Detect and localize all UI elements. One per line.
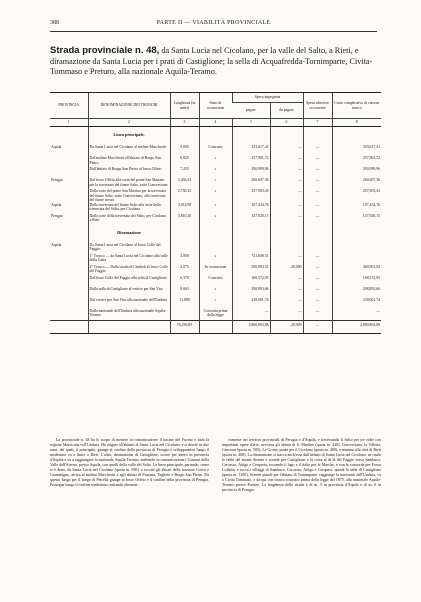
- cell-cost: —: [332, 309, 381, 321]
- cell-len: 9,000: [170, 145, 199, 156]
- cell-ult: —: [303, 214, 332, 225]
- cell-pag: 260,607,36: [232, 178, 270, 189]
- table-row: [50, 254, 381, 265]
- cell-ult: [303, 243, 332, 254]
- cell-prov: Perugia: [51, 178, 63, 182]
- column-index-row: [50, 119, 381, 127]
- section-row: [50, 225, 381, 243]
- cell-cost: 298,893,66: [332, 287, 381, 298]
- cell-desc: Dalla nazionale dell'Umbria alla nazionale Aquila-Teramo: [88, 309, 170, 321]
- col-index: 2: [88, 119, 170, 127]
- cell-dap: —: [270, 167, 303, 178]
- cell-desc: Dal fosso Offeio alla sorte del ponte San Martino per la traversata del fiume Salto, sotto Concerviano: [88, 178, 170, 189]
- cell-desc: Dalla sorte della traversata del Salto, per Cicolano, a Rieti: [88, 214, 170, 225]
- col-header-pagate: pagate: [232, 103, 270, 119]
- cell-desc: Dal molino Macchiotti all'abitato di Borgo San Pietro: [88, 156, 170, 167]
- cell-len: 6,825: [170, 156, 199, 167]
- cell-prov: Aquila: [51, 242, 62, 247]
- table-row: [50, 276, 381, 287]
- cell-stato: »: [199, 214, 232, 225]
- cell-dap: —: [270, 145, 303, 156]
- col-index: 4: [199, 119, 232, 127]
- col-header-costo: Costo complessivo di ciascun tronco: [332, 93, 381, 119]
- page-number: 388: [50, 20, 59, 26]
- total-row: [50, 320, 381, 333]
- cell-pag: 107,434,76: [232, 203, 270, 214]
- col-header-stato: Stato di costruzione: [199, 93, 232, 119]
- cell-stato: In costruzione: [199, 265, 232, 276]
- cell-dap: [270, 243, 303, 254]
- cell-prov: [50, 156, 88, 167]
- table-header-row: [50, 93, 381, 103]
- body-column-right: vamente nei territori provinciali di Perugia e d'Aquila, e traversando il Salto per tre volte con importanti opere d'arte, avvicina gli abitati di S. Martino (quota m. 420), Concerviano, la Villetta, Cenciara (quota m. 505), Le Grotte, ponte per il Cicolano (quota m. 490), e termina alla città di Rieti (quota m. 400). La diramazione si stacca anch'essa dall'abitato di Santa Lucia nel Cicolano, ne risale le falde del monte Sirente e scende per Castiglione e la costa al di là del Faggio verso Sambuco, Cercasso, Attigo e Cerqueta, toccando il lago e il Salto per le Marche, e con la concorde per Fosso Collalto, e tocca i villaggi di Sambuco, Cercasso, Attigo e Cerqueta, quindi la sella di Castiglione (quota m. 1350). Scende quindi per l'abitato di Tornimparte, raggiunge la nazionale dell'Umbria, va a Civita Tommaso, e da qui con tronco costruito prima della legge del 1875, alla nazionale Aquila-Teramo presso Preturo. La lunghezza della strada è di m. 5 in provincia d'Aquila e di m. 6 in provincia di Perugia.: [222, 437, 381, 493]
- cell-cost: 107,434,76: [332, 203, 381, 214]
- cell-pag: 298,893,66: [232, 287, 270, 298]
- col-index: 5: [232, 119, 270, 127]
- cell-len: 2,075: [170, 265, 199, 276]
- section-label: Linea principale.: [88, 127, 170, 146]
- cell-desc: 1° Tronco — da Santa Lucia nel Cicolano alla valle della Gatta: [88, 254, 170, 265]
- cell-prov: [50, 189, 88, 203]
- total-da-pagare: 20,000: [270, 320, 303, 333]
- cell-desc: Dal vertice per San Vito alla nazionale dell'Umbria: [88, 298, 170, 309]
- cell-len: 5,436,52: [170, 178, 199, 189]
- cell-dap: —: [270, 276, 303, 287]
- cell-cost: 290,999,96: [332, 167, 381, 178]
- cell-cost: 257,903,43: [332, 189, 381, 203]
- cell-stato: »: [199, 287, 232, 298]
- cell-ult: —: [303, 203, 332, 214]
- cell-stato: »: [199, 178, 232, 189]
- cell-desc: Dalla sorte del ponte San Martino per la traversata del fiume Salto, sotto Concerviano, alla traversata del fiume stesso: [88, 189, 170, 203]
- cell-dap: —: [270, 156, 303, 167]
- cell-dap: —: [270, 298, 303, 309]
- running-header: [50, 20, 377, 30]
- cell-pag: 147,920,15: [232, 214, 270, 225]
- cell-prov: [50, 167, 88, 178]
- cell-pag: 168,572,95: [232, 276, 270, 287]
- cell-len: 3,810,20: [170, 214, 199, 225]
- cell-ult: —: [303, 287, 332, 298]
- cell-ult: —: [303, 156, 332, 167]
- col-index: 1: [50, 119, 88, 127]
- table-row: [50, 309, 381, 321]
- table-row: [50, 189, 381, 203]
- cell-ult: —: [303, 265, 332, 276]
- cell-pag: 333,617,41: [232, 145, 270, 156]
- cell-dap: —: [270, 287, 303, 298]
- cell-len: 7,255: [170, 167, 199, 178]
- cell-pag: 239,061,74: [232, 298, 270, 309]
- table-row: [50, 203, 381, 214]
- col-header-lunghezza: Lunghezza (in metri): [170, 93, 199, 119]
- col-index: 8: [332, 119, 381, 127]
- table-row: [50, 178, 381, 189]
- col-index: 6: [270, 119, 303, 127]
- col-index: 3: [170, 119, 199, 127]
- table-row: [50, 265, 381, 276]
- cell-stato: Costruita prima della legge: [199, 309, 232, 321]
- cell-ult: —: [303, 309, 332, 321]
- cell-prov: [50, 309, 88, 321]
- table-row: [50, 287, 381, 298]
- cell-dap: —: [270, 178, 303, 189]
- cell-prov: [50, 276, 88, 287]
- cell-cost: 333,617,41: [332, 145, 381, 156]
- road-title-lead: Strada provinciale n. 48,: [50, 45, 160, 56]
- cell-prov: Aquila: [51, 145, 62, 149]
- cell-len: 11,880: [170, 298, 199, 309]
- section-label: Diramazione: [88, 225, 170, 243]
- col-header-spesa-ulteriore: Spesa ulteriore occorrente: [303, 93, 332, 119]
- cell-dap: —: [270, 189, 303, 203]
- cell-ult: —: [303, 145, 332, 156]
- cell-len: 3,800: [170, 254, 199, 265]
- section-row: [50, 127, 381, 146]
- table-row: [50, 156, 381, 167]
- road-title-text: da Santa Lucia nel Cicolano, per la valle del Salto, a Rieti, e diramazione da Santa Lucia per i prati di Castiglione; la sella di Acquafredda-Tornimparte, Civita-Tommaso e Preturo, alla nazionale Aquila-Teramo.: [50, 46, 373, 77]
- cell-len: 3,012,90: [170, 203, 199, 214]
- cell-prov: Perugia: [51, 213, 63, 218]
- total-costo: 2,880,863,88: [332, 320, 381, 333]
- cell-desc: Dalla traversata del fiume Salto alla sorte della traversata del Salto, per Cicolano: [88, 203, 170, 214]
- cell-stato: [199, 243, 232, 254]
- cell-pag: 257,901,72: [232, 156, 270, 167]
- col-header-da-pagare: da pagare: [270, 103, 303, 119]
- cell-prov: [50, 254, 88, 265]
- cell-stato: Costruito: [199, 145, 232, 156]
- cell-len: [170, 243, 199, 254]
- cell-pag: 257,903,43: [232, 189, 270, 203]
- cell-stato: »: [199, 156, 232, 167]
- cell-cost: [332, 243, 381, 254]
- cell-pag: [232, 243, 270, 254]
- cell-prov: Aquila: [51, 202, 62, 207]
- cell-ult: —: [303, 254, 332, 265]
- cell-stato: »: [199, 254, 232, 265]
- cell-desc: Dall'abitato di Borgo San Pietro al fosso Offeio: [88, 167, 170, 178]
- road-title: [50, 46, 380, 78]
- cell-dap: —: [270, 309, 303, 321]
- table-row: [50, 167, 381, 178]
- cell-len: 2,730,25: [170, 189, 199, 203]
- cell-cost: 260,607,36: [332, 178, 381, 189]
- cell-ult: —: [303, 167, 332, 178]
- total-pagate: 2,860,863,88: [232, 320, 270, 333]
- cell-cost: 168,572,95: [332, 276, 381, 287]
- col-header-spesa-impegnata: Spesa impegnata: [232, 93, 303, 103]
- cell-stato: »: [199, 189, 232, 203]
- running-title: PARTE II — VIABILITÀ PROVINCIALE: [156, 20, 271, 26]
- cell-pag: *41,608,51: [232, 254, 270, 265]
- cell-ult: —: [303, 189, 332, 203]
- cell-cost: 147,920,15: [332, 214, 381, 225]
- cell-desc: Dalla sella di Castiglione al vertice per San Vito: [88, 287, 170, 298]
- cell-prov: [50, 287, 88, 298]
- cell-ult: —: [303, 298, 332, 309]
- total-length: 76,256,85: [170, 320, 199, 333]
- table-row: [50, 298, 381, 309]
- table-row: [50, 214, 381, 225]
- cell-cost: 257,901,72: [332, 156, 381, 167]
- cell-cost: [332, 254, 381, 265]
- cell-dap: 20,000: [270, 265, 303, 276]
- cell-dap: —: [270, 214, 303, 225]
- body-column-left: La provinciale n. 48 ha lo scopo di mettere in comunicazione il bacino del Fucino e tutta la regione Marsicana coll'Umbria. Ha origine all'abitato di Santa Lucia nel Cicolano, e si divide in due rami, dei quali, il principale, giunge al confine della provincia di Perugia e sviluppandosi lungo il medesimo va a finire a Rieti. L'altro, diramazione di Castiglione, scorre per intero in provincia d'Aquila e va a raggiungere la nazionale Aquila-Teramo, mettendo in comunicazione i Comuni della Valle dell'Aterno, presso Aquila, con quelli della valle del Salto. La linea principale, partendo, come si è detto, da Santa Lucia nel Cicolano (quota m. 836), e toccati gli abitati della frazione Corvo e Grammigno, arriva al molino Macchiotti e agli abitati di Fiumata, Teglieto e Borgo San Pietro. Da questo luogo per il borgo di Petrella giunge al fosso Offeio e il confine della provincia di Perugia. Prosegue lungo il confine medesimo, entrando alternati-: [50, 437, 209, 488]
- cell-stato: »: [199, 167, 232, 178]
- header-rule: [50, 31, 377, 32]
- cell-desc: Da Santa Lucia nel Cicolano al molino Macchiotti: [88, 145, 170, 156]
- table-row: [50, 243, 381, 254]
- cell-pag: 290,999,96: [232, 167, 270, 178]
- cell-len: 6,370: [170, 276, 199, 287]
- cell-desc: 2° Tronco — Dalla strada di Cimboli al fosso Colle del Faggio: [88, 265, 170, 276]
- cell-stato: »: [199, 298, 232, 309]
- cell-ult: —: [303, 276, 332, 287]
- col-index: 7: [303, 119, 332, 127]
- cell-prov: [50, 265, 88, 276]
- cell-desc: Da Santa Lucia nel Cicolano al fosso Colle del Faggio:: [88, 243, 170, 254]
- cell-len: 9,063: [170, 287, 199, 298]
- cell-desc: Dal fosso Colle del Faggio alla sella di Castiglione: [88, 276, 170, 287]
- cell-prov: [50, 298, 88, 309]
- cell-stato: Costruito: [199, 276, 232, 287]
- cell-len: [170, 309, 199, 321]
- cell-ult: —: [303, 178, 332, 189]
- cell-pag: 290,993,51: [232, 265, 270, 276]
- cell-cost: 239,061,74: [332, 298, 381, 309]
- cell-dap: —: [270, 254, 303, 265]
- col-header-provincia: PROVINCIA: [50, 93, 88, 119]
- cell-pag: —: [232, 309, 270, 321]
- cell-dap: —: [270, 203, 303, 214]
- table-row: [50, 145, 381, 156]
- roads-table: [50, 92, 381, 334]
- cell-cost: 460,901,02: [332, 265, 381, 276]
- col-header-denominazione: DENOMINAZIONE DEI TRONCHI: [88, 93, 170, 119]
- total-ulteriore: —: [303, 320, 332, 333]
- cell-stato: »: [199, 203, 232, 214]
